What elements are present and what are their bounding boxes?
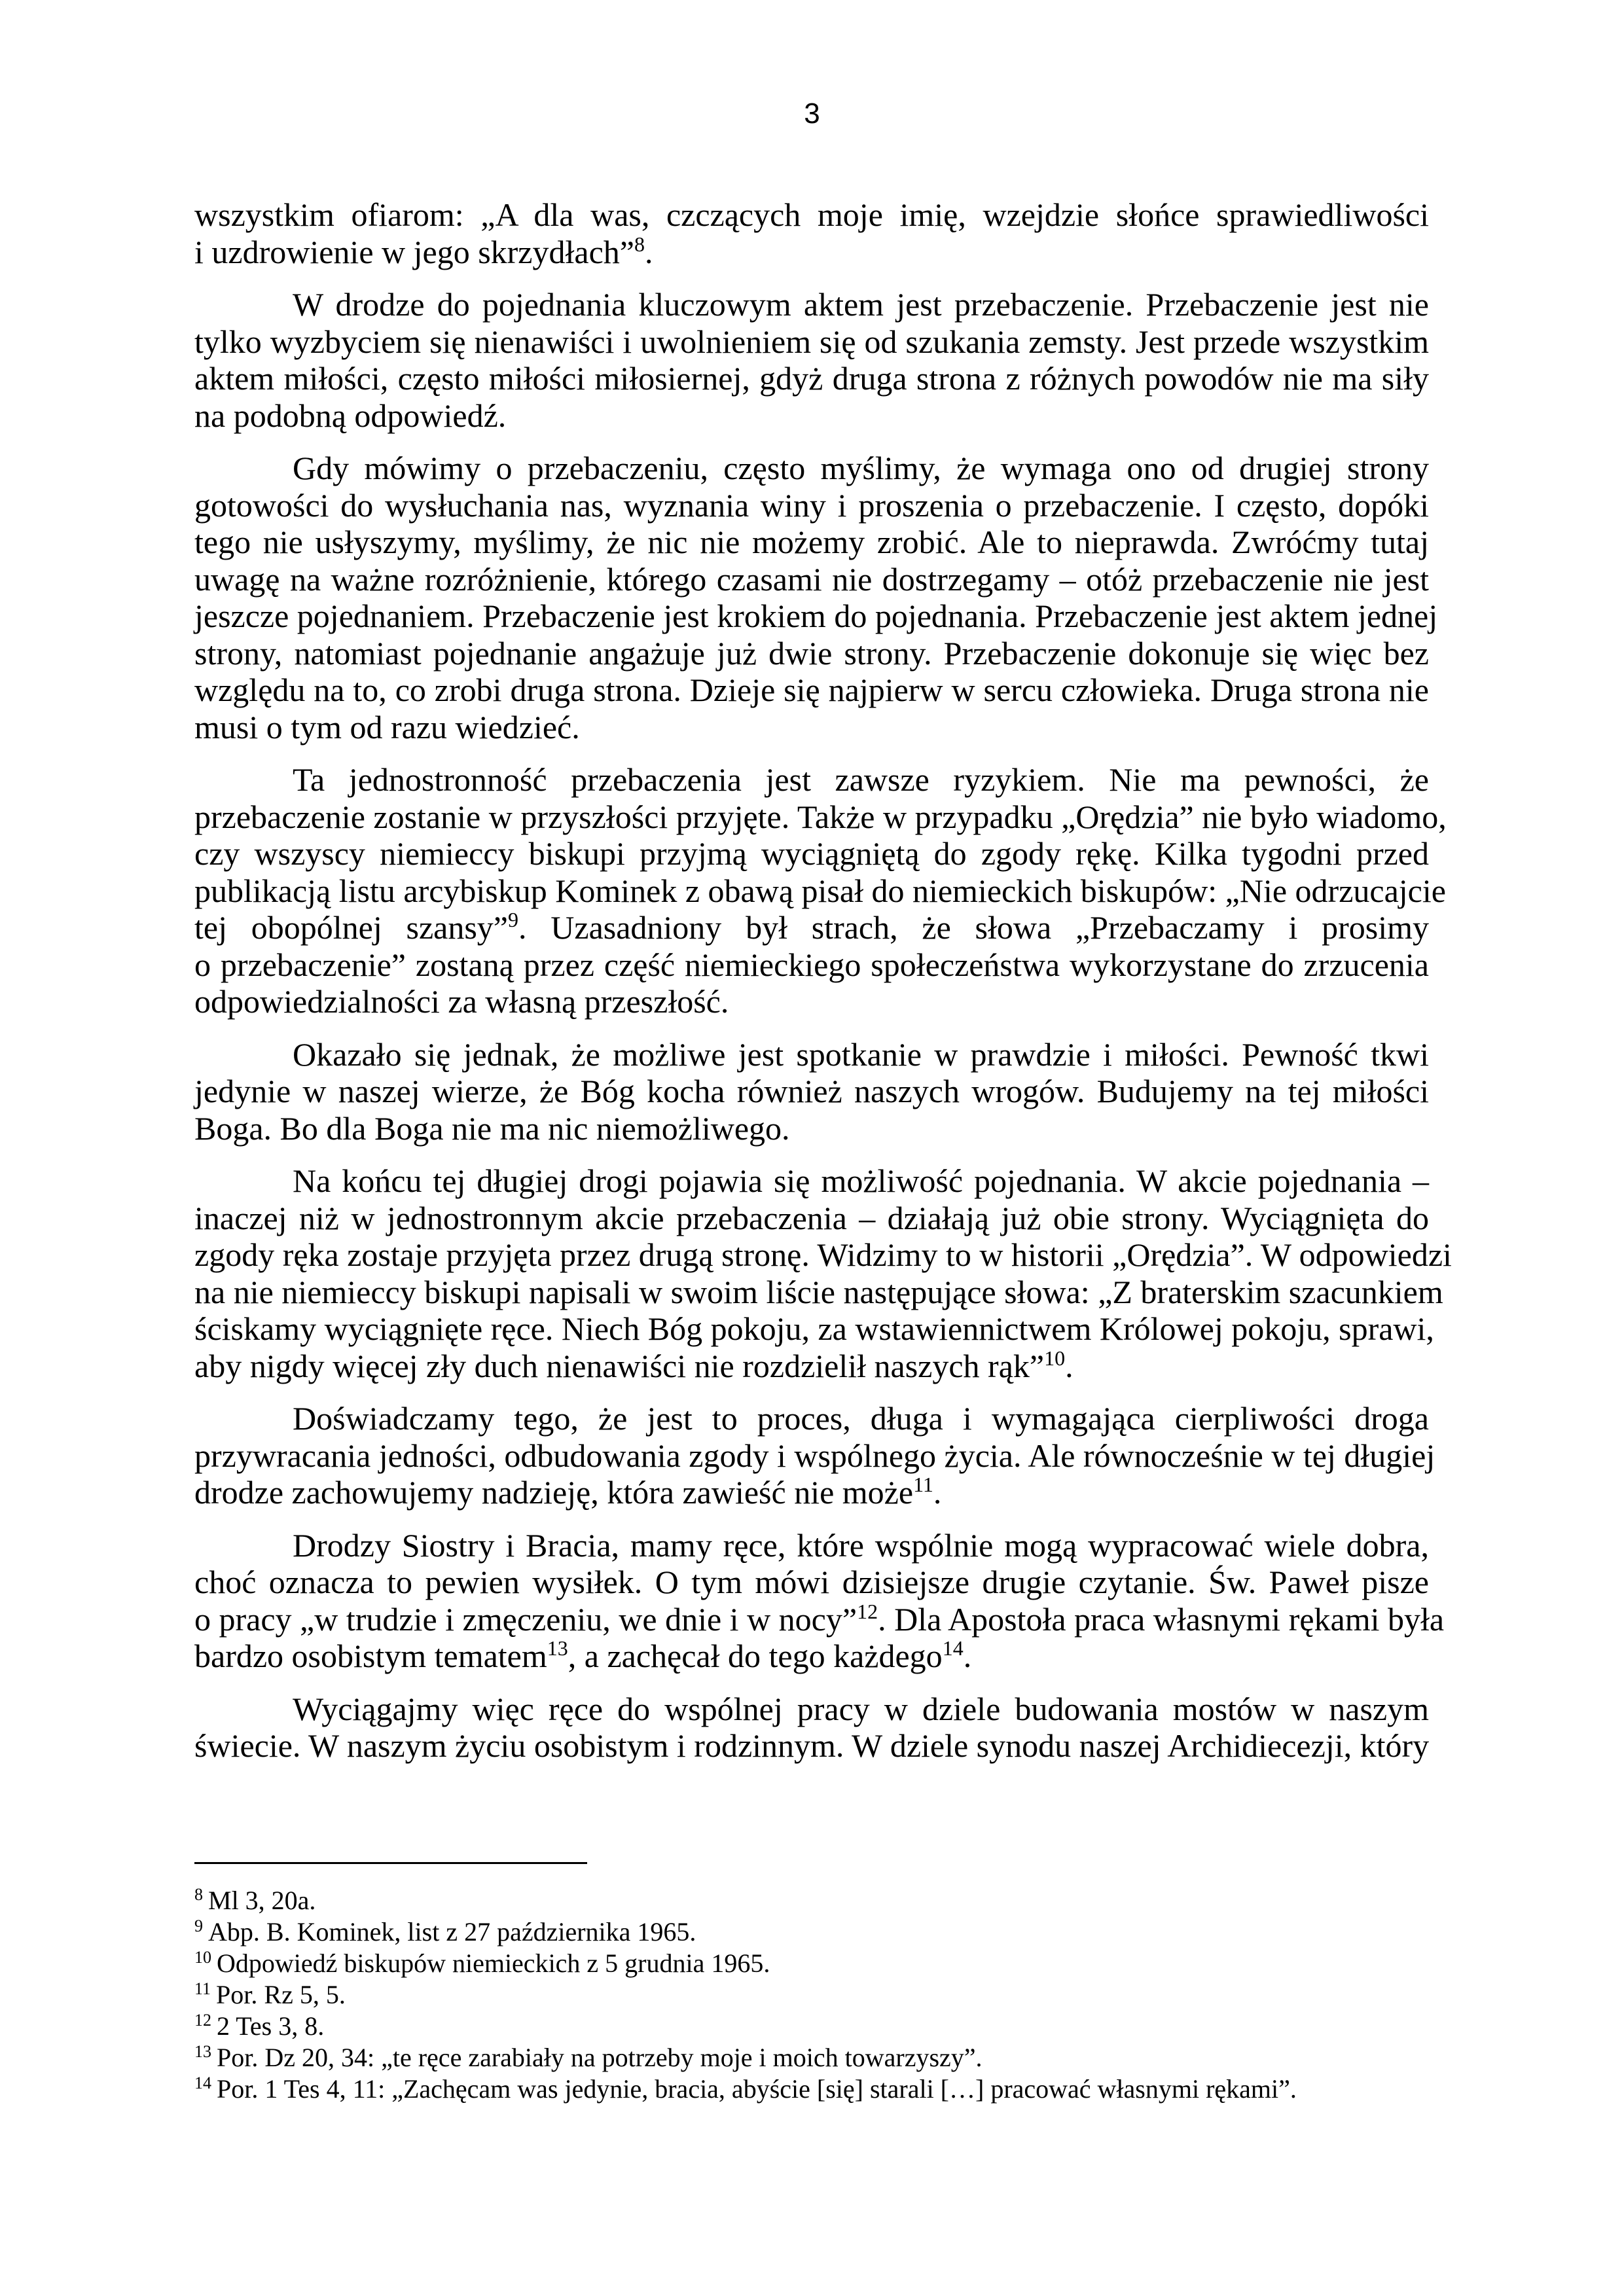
text-run: uwagę na ważne rozróżnienie, którego czasami nie dostrzegamy – otóż przebaczenie nie jest xyxy=(194,560,1429,598)
footnote-text: Abp. B. Kominek, list z 27 października 1965. xyxy=(208,1917,696,1946)
text-line xyxy=(194,234,1429,271)
text-run: wszystkim ofiarom: „A dla was, czczących moje imię, wzejdzie słońce sprawiedliwości xyxy=(194,196,1429,233)
footnote-ref[interactable]: 9 xyxy=(508,908,518,931)
text-line xyxy=(194,1727,1429,1765)
text-run: świecie. W naszym życiu osobistym i rodzinnym. W dziele synodu naszej Archidiecezji, który xyxy=(194,1727,1430,1764)
text-run: . xyxy=(644,233,653,270)
footnote-text: Ml 3, 20a. xyxy=(208,1886,316,1915)
text-line xyxy=(194,672,1429,709)
text-run: . Uzasadniony był strach, że słowa „Przebaczamy i prosimy xyxy=(518,909,1430,946)
text-line xyxy=(194,1474,1429,1511)
footnote-ref[interactable]: 10 xyxy=(1044,1346,1066,1370)
footnote-item xyxy=(194,2042,1429,2073)
text-line xyxy=(194,1400,1429,1437)
text-line xyxy=(194,635,1429,672)
text-run: Gdy mówimy o przebaczeniu, często myślimy, że wymaga ono od drugiej strony xyxy=(293,450,1429,486)
text-run: W drodze do pojednania kluczowym aktem jest przebaczenie. Przebaczenie jest nie xyxy=(293,286,1429,323)
text-line xyxy=(194,598,1438,635)
text-run: drodze zachowujemy nadzieję, która zawieść nie może xyxy=(194,1474,914,1511)
text-run: na nie niemieccy biskupi napisali w swoim liście następujące słowa: „Z braterskim szacunkiem xyxy=(194,1273,1443,1310)
paragraph xyxy=(194,1400,1435,1511)
footnote-ref[interactable]: 12 xyxy=(857,1599,878,1623)
text-run: jeszcze pojednaniem. Przebaczenie jest krokiem do pojednania. Przebaczenie jest aktem jednej xyxy=(194,598,1438,634)
text-line xyxy=(194,286,1429,323)
text-run: publikacją listu arcybiskup Kominek z obawą pisał do niemieckich biskupów: „Nie odrzucajcie xyxy=(194,872,1446,909)
text-line xyxy=(194,1638,1429,1675)
footnote-item xyxy=(194,1885,1429,1916)
footnote-item xyxy=(194,1916,1429,1948)
footnotes xyxy=(194,1885,1429,2105)
text-run: musi o tym od razu wiedzieć. xyxy=(194,708,580,745)
text-run: choć oznacza to pewien wysiłek. O tym mówi dzisiejsze drugie czytanie. Św. Paweł pisze xyxy=(194,1564,1429,1600)
paragraph xyxy=(194,450,1438,745)
footnote-separator xyxy=(194,1862,587,1864)
text-run: tylko wyzbyciem się nienawiści i uwolnieniem się od szukania zemsty. Jest przede wszystkim xyxy=(194,323,1429,360)
text-line xyxy=(194,1036,1429,1073)
text-line xyxy=(194,397,1429,435)
text-run: przywracania jedności, odbudowania zgody i wspólnego życia. Ale równocześnie w tej długiej xyxy=(194,1437,1435,1474)
text-line xyxy=(194,1691,1429,1728)
text-run: Drodzy Siostry i Bracia, mamy ręce, które wspólnie mogą wypracować wiele dobra, xyxy=(293,1526,1429,1564)
text-run: . Dla Apostoła praca własnymi rękami była xyxy=(878,1600,1445,1638)
footnote-item xyxy=(194,2073,1429,2105)
paragraph xyxy=(194,1036,1429,1147)
footnote-number: 8 xyxy=(194,1885,203,1904)
text-line xyxy=(194,360,1429,397)
text-line xyxy=(194,835,1429,872)
footnote-text: Por. Dz 20, 34: „te ręce zarabiały na potrzeby moje i moich towarzyszy”. xyxy=(217,2043,983,2072)
text-run: Doświadczamy tego, że jest to proces, długa i wymagająca cierpliwości droga xyxy=(293,1400,1429,1437)
paragraph xyxy=(194,1162,1452,1384)
text-line xyxy=(194,1527,1429,1564)
paragraph xyxy=(194,196,1429,270)
text-line xyxy=(194,196,1429,234)
footnote-number: 11 xyxy=(194,1979,211,1998)
text-run: inaczej niż w jednostronnym akcie przebaczenia – działają już obie strony. Wyciągnięta do xyxy=(194,1199,1429,1236)
footnote-text: Por. 1 Tes 4, 11: „Zachęcam was jedynie, bracia, abyście [się] starali […] pracować własnymi rękami”. xyxy=(217,2074,1297,2104)
text-run: odpowiedzialności za własną przeszłość. xyxy=(194,983,729,1020)
text-line xyxy=(194,709,1429,746)
text-line xyxy=(194,872,1446,910)
text-run: Boga. Bo dla Boga nie ma nic niemożliwego. xyxy=(194,1109,790,1147)
footnote-text: 2 Tes 3, 8. xyxy=(217,2011,325,2041)
text-run: ściskamy wyciągnięte ręce. Niech Bóg pokoju, za wstawiennictwem Królowej pokoju, sprawi, xyxy=(194,1310,1434,1347)
paragraph xyxy=(194,1526,1445,1675)
text-run: tej obopólnej szansy” xyxy=(194,909,508,946)
page-number: 3 xyxy=(804,98,820,130)
footnote-number: 12 xyxy=(194,2011,211,2030)
text-line xyxy=(194,1348,1429,1385)
text-line xyxy=(194,1200,1429,1237)
text-line xyxy=(194,946,1429,984)
text-line xyxy=(194,1437,1435,1475)
text-run: tego nie usłyszymy, myślimy, że nic nie możemy zrobić. Ale to nieprawda. Zwróćmy tutaj xyxy=(194,524,1429,560)
text-run: Wyciągajmy więc ręce do wspólnej pracy w dziele budowania mostów w naszym xyxy=(293,1690,1429,1727)
text-run: o przebaczenie” zostaną przez część niemieckiego społeczeństwa wykorzystane do zrzucenia xyxy=(194,946,1429,983)
text-run: i uzdrowienie w jego skrzydłach” xyxy=(194,233,634,270)
footnote-number: 9 xyxy=(194,1916,203,1935)
text-line xyxy=(194,761,1429,798)
text-run: . xyxy=(933,1474,942,1511)
text-line xyxy=(194,983,1429,1020)
text-line xyxy=(194,909,1429,946)
footnote-item xyxy=(194,2011,1429,2042)
text-run: , a zachęcał do tego każdego xyxy=(568,1638,943,1674)
footnote-number: 14 xyxy=(194,2073,211,2092)
text-run: strony, natomiast pojednanie angażuje już dwie strony. Przebaczenie dokonuje się więc bez xyxy=(194,634,1429,672)
text-run: czy wszyscy niemieccy biskupi przyjmą wyciągniętą do zgody rękę. Kilka tygodni przed xyxy=(194,835,1429,872)
paragraph xyxy=(194,761,1447,1020)
text-run: Okazało się jednak, że możliwe jest spotkanie w prawdzie i miłości. Pewność tkwi xyxy=(293,1035,1429,1073)
text-run: przebaczenie zostanie w przyszłości przyjęte. Także w przypadku „Orędzia” nie było wiadomo, xyxy=(194,798,1447,835)
footnote-number: 10 xyxy=(194,1948,211,1967)
paragraph xyxy=(194,286,1429,434)
text-run: jedynie w naszej wierze, że Bóg kocha również naszych wrogów. Budujemy na tej miłości xyxy=(194,1073,1429,1109)
text-line xyxy=(194,1564,1429,1601)
text-run: Ta jednostronność przebaczenia jest zawsze ryzykiem. Nie ma pewności, że xyxy=(293,761,1429,798)
text-run: . xyxy=(963,1638,972,1674)
text-line xyxy=(194,561,1429,598)
text-line xyxy=(194,1236,1452,1274)
text-run: o pracy „w trudzie i zmęczeniu, we dnie i w nocy” xyxy=(194,1600,857,1638)
text-line xyxy=(194,1162,1429,1200)
text-line xyxy=(194,1273,1443,1311)
text-line xyxy=(194,1599,1445,1638)
text-line xyxy=(194,450,1429,487)
footnote-ref[interactable]: 13 xyxy=(547,1636,568,1660)
text-run: aby nigdy więcej zły duch nienawiści nie rozdzielił naszych rąk” xyxy=(194,1347,1045,1384)
footnote-item xyxy=(194,1979,1429,2011)
text-run: gotowości do wysłuchania nas, wyznania winy i proszenia o przebaczenie. I często, dopóki xyxy=(194,486,1429,524)
footnote-ref[interactable]: 14 xyxy=(942,1636,964,1660)
footnote-text: Por. Rz 5, 5. xyxy=(216,1980,346,2009)
paragraph xyxy=(194,1691,1429,1765)
text-run: zgody ręka zostaje przyjęta przez drugą stronę. Widzimy to w historii „Orędzia”. W odpowiedzi xyxy=(194,1236,1452,1273)
text-line xyxy=(194,1073,1429,1110)
text-line xyxy=(194,1310,1434,1348)
text-run: . xyxy=(1065,1347,1074,1384)
text-run: aktem miłości, często miłości miłosiernej, gdyż druga strona z różnych powodów nie ma siły xyxy=(194,360,1429,397)
footnote-number: 13 xyxy=(194,2042,211,2061)
text-line xyxy=(194,798,1447,836)
footnote-ref[interactable]: 11 xyxy=(913,1473,933,1496)
text-run: na podobną odpowiedź. xyxy=(194,397,507,434)
footnote-item xyxy=(194,1948,1429,1979)
text-line xyxy=(194,487,1429,524)
text-line xyxy=(194,1110,1429,1147)
text-line xyxy=(194,524,1429,561)
text-line xyxy=(194,323,1429,361)
text-run: względu na to, co zrobi druga strona. Dzieje się najpierw w sercu człowieka. Druga strona nie xyxy=(194,672,1429,708)
text-run: Na końcu tej długiej drogi pojawia się możliwość pojednania. W akcie pojednania – xyxy=(293,1162,1429,1199)
body-text xyxy=(194,196,1452,1780)
footnote-ref[interactable]: 8 xyxy=(634,232,645,256)
footnote-text: Odpowiedź biskupów niemieckich z 5 grudnia 1965. xyxy=(217,1948,770,1978)
text-run: bardzo osobistym tematem xyxy=(194,1638,547,1674)
